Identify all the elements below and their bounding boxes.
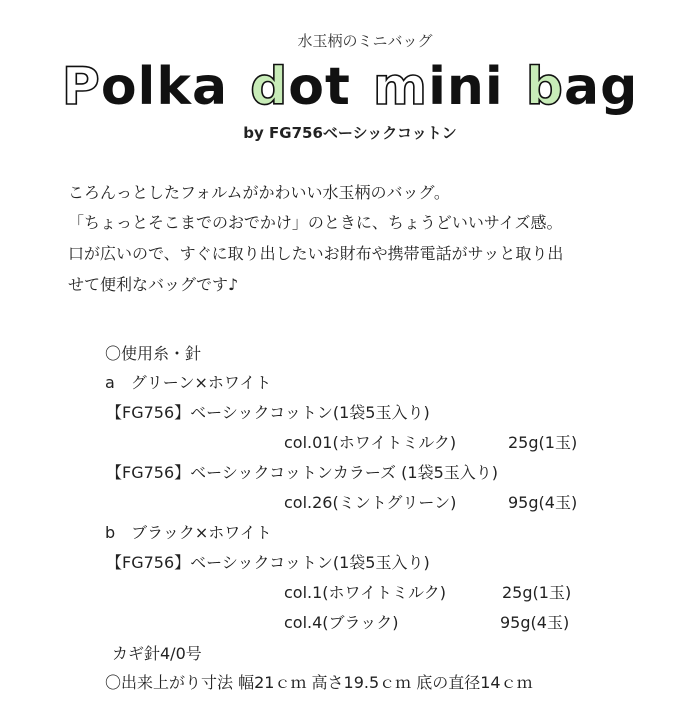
title-space [351,56,373,118]
variant-b-amount-2: 95g(4玉) [500,613,570,632]
variant-a-yarn-2: 【FG756】ベーシックコットンカラーズ (1袋5玉入り) [106,463,498,482]
title-fragment: ag [563,57,639,117]
title-space [504,56,526,118]
title-fragment: m [372,57,429,117]
intro-line-4: せて便利なバッグです♪ [68,275,239,294]
title-fragment: ot [288,57,351,117]
variant-a-yarn-1-amount: 25g(1玉) [508,433,578,452]
variant-b-color-2: col.4(ブラック) [284,613,399,632]
variant-b-amount-1: 25g(1玉) [502,583,572,602]
intro-line-1: ころんっとしたフォルムがかわいい水玉柄のバッグ。 [68,183,450,202]
title-fragment: olka [100,57,229,117]
variant-a-yarn-1-color: col.01(ホワイトミルク) [284,433,457,452]
title-fragment: d [250,57,289,117]
title-space [228,56,250,118]
variant-b-yarn-1: 【FG756】ベーシックコットン(1袋5玉入り) [106,553,430,572]
variant-b-color-1: col.1(ホワイトミルク) [284,583,446,602]
title-container [0,56,700,118]
page-title [62,57,639,117]
variant-a-label: a グリーン×ホワイト [105,373,272,392]
intro-line-2: 「ちょっとそこまでのおでかけ」のときに、ちょうどいいサイズ感。 [68,213,563,232]
variant-a-yarn-1: 【FG756】ベーシックコットン(1袋5玉入り) [106,403,430,422]
title-fragment: b [525,57,564,117]
hook-size: カギ針4/0号 [112,644,202,663]
variant-a-yarn-2-amount: 95g(4玉) [508,493,578,512]
title-fragment: ini [428,57,504,117]
finished-size: 〇出来上がり寸法 幅21ｃｍ 高さ19.5ｃｍ 底の直径14ｃｍ [105,673,533,692]
materials-heading: 〇使用糸・針 [105,344,202,363]
title-fragment: P [61,57,101,117]
byline: by FG756ベーシックコットン [243,124,457,142]
variant-b-label: b ブラック×ホワイト [105,523,272,542]
intro-line-3: 口が広いので、すぐに取り出したいお財布や携帯電話がサッと取り出 [68,244,564,263]
variant-a-yarn-2-color: col.26(ミントグリーン) [284,493,457,512]
subtitle: 水玉柄のミニバッグ [297,32,433,50]
